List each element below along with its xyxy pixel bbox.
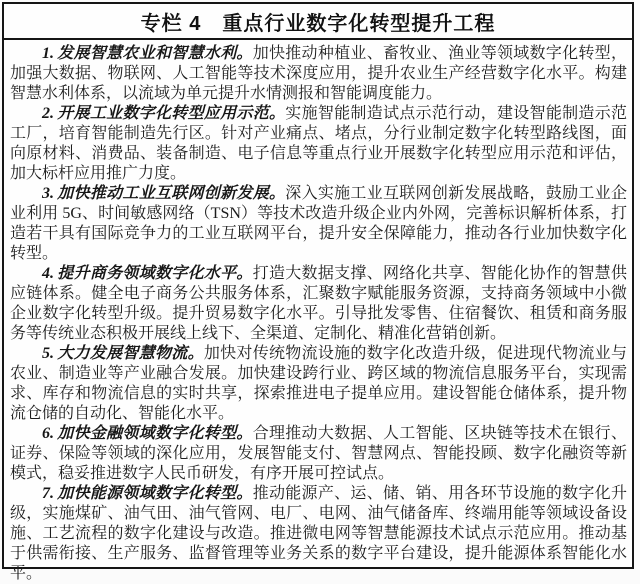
item-number: 6. [42, 425, 54, 442]
item-lead: 发展智慧农业和智慧水利。 [57, 45, 253, 62]
paragraph-item-7 [10, 484, 627, 584]
item-lead: 开展工业数字化转型应用示范。 [57, 105, 286, 122]
item-lead: 加快金融领域数字化转型。 [57, 425, 253, 442]
item-body: 加快对传统物流设施的数字化改造升级，促进现代物流业与农业、制造业等产业融合发展。加快建设跨行业、跨区域的物流信息服务平台，实现需求、库存和物流信息的实时共享，探索推进电子提单应用。建设智能仓储体系，提升物流仓储的自动化、智能化水平。 [10, 345, 627, 422]
item-body: 加快推动种植业、畜牧业、渔业等领域数字化转型，加强大数据、物联网、人工智能等技术深度应用，提升农业生产经营数字化水平。构建智慧水利体系，以流域为单元提升水情测报和智能调度能力。 [10, 45, 627, 102]
item-body: 深入实施工业互联网创新发展战略，鼓励工业企业利用 5G、时间敏感网络（TSN）等技术改造升级企业内外网，完善标识解析体系，打造若干具有国际竞争力的工业互联网平台，提升安全保障能力，推动各行业加快数字化转型。 [10, 185, 627, 262]
item-lead: 提升商务领域数字化水平。 [57, 265, 253, 282]
item-body: 打造大数据支撑、网络化共享、智能化协作的智慧供应链体系。健全电子商务公共服务体系，汇聚数字赋能服务资源，支持商务领域中小微企业数字化转型升级。提升贸易数字化水平。引导批发零售、住宿餐饮、租赁和商务服务等传统业态积极开展线上线下、全渠道、定制化、精准化营销创新。 [10, 265, 627, 342]
item-lead: 大力发展智慧物流。 [57, 345, 204, 362]
column-box [2, 2, 634, 582]
paragraph-item-6 [10, 424, 627, 484]
item-lead: 加快推动工业互联网创新发展。 [57, 185, 286, 202]
paragraph-item-5 [10, 344, 627, 424]
item-number: 2. [42, 105, 54, 122]
paragraph-item-1 [10, 44, 627, 104]
item-number: 5. [42, 345, 54, 362]
item-number: 7. [42, 485, 54, 502]
item-body: 合理推动大数据、人工智能、区块链等技术在银行、证券、保险等领域的深化应用，发展智能支付、智慧网点、智能投顾、数字化融资等新模式，稳妥推进数字人民币研发，有序开展可控试点。 [10, 425, 627, 482]
item-number: 4. [42, 265, 54, 282]
column-title-bar [4, 4, 632, 40]
column-title: 专栏 4 重点行业数字化转型提升工程 [140, 12, 496, 35]
paragraph-item-4 [10, 264, 627, 344]
item-number: 3. [42, 185, 54, 202]
item-number: 1. [42, 45, 54, 62]
column-body [4, 40, 632, 584]
item-body: 推动能源产、运、储、销、用各环节设施的数字化升级，实施煤矿、油气田、油气管网、电厂、电网、油气储备库、终端用能等领域设备设施、工艺流程的数字化建设与改造。推进微电网等智慧能源技术试点示范应用。推动基于供需衔接、生产服务、监督管理等业务关系的数字平台建设，提升能源体系智能化水平。 [10, 485, 627, 582]
paragraph-item-3 [10, 184, 627, 264]
item-body: 实施智能制造试点示范行动，建设智能制造示范工厂，培育智能制造先行区。针对产业痛点、堵点，分行业制定数字化转型路线图，面向原材料、消费品、装备制造、电子信息等重点行业开展数字化转型应用示范和评估，加大标杆应用推广力度。 [10, 105, 627, 182]
paragraph-item-2 [10, 104, 627, 184]
item-lead: 加快能源领域数字化转型。 [57, 485, 253, 502]
